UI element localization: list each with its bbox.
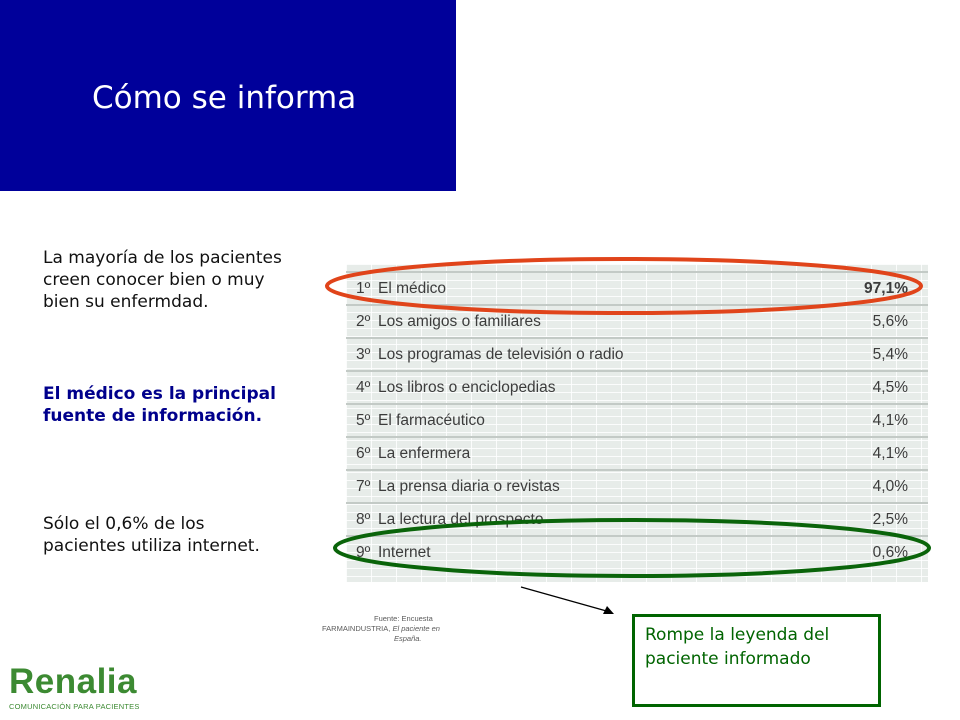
callout-box: Rompe la leyenda del paciente informado (632, 614, 881, 707)
row-rank: 7º (356, 478, 371, 495)
row-label: La prensa diaria o revistas (378, 478, 560, 495)
row-value: 4,5% (872, 379, 908, 396)
row-value: 5,6% (872, 313, 908, 330)
row-value: 4,1% (872, 445, 908, 462)
source-line-2 (322, 624, 462, 634)
row-value: 0,6% (872, 544, 908, 561)
information-sources-table (346, 264, 928, 582)
renalia-logo (9, 664, 140, 711)
row-rank: 1º (356, 280, 371, 297)
row-value: 97,1% (864, 280, 908, 297)
source-note (322, 614, 462, 644)
table-row (346, 370, 928, 403)
table-row (346, 403, 928, 436)
row-rank: 8º (356, 511, 371, 528)
row-rank: 9º (356, 544, 371, 561)
table-row (346, 337, 928, 370)
row-label: Internet (378, 544, 431, 561)
table-row (346, 436, 928, 469)
row-label: La lectura del prospecto (378, 511, 544, 528)
row-label: El farmacéutico (378, 412, 485, 429)
table-row (346, 304, 928, 337)
callout-arrow-head (603, 606, 614, 614)
internet-usage-text: Sólo el 0,6% de los pacientes utiliza internet. (43, 514, 260, 556)
logo-wordmark: Renalia (9, 662, 137, 701)
row-rank: 6º (356, 445, 371, 462)
source-line-1: Fuente: Encuesta (374, 614, 433, 623)
table-row (346, 535, 928, 568)
row-label: Los libros o enciclopedias (378, 379, 556, 396)
table-row (346, 502, 928, 535)
source-publisher: FARMAINDUSTRIA, (322, 624, 393, 633)
doctor-main-source-text: El médico es la principal fuente de información. (43, 384, 276, 426)
row-label: La enfermera (378, 445, 471, 462)
logo-tagline: COMUNICACIÓN PARA PACIENTES (9, 702, 140, 711)
row-label: El médico (378, 280, 447, 297)
page-title: Cómo se informa (92, 80, 357, 116)
row-value: 4,0% (872, 478, 908, 495)
row-rank: 3º (356, 346, 371, 363)
row-rank: 5º (356, 412, 371, 429)
callout-arrow-line (521, 587, 610, 612)
table-row (346, 271, 928, 304)
table-row (346, 469, 928, 502)
title-banner (0, 0, 456, 191)
source-publication: El paciente en (392, 624, 440, 633)
row-label: Los amigos o familiares (378, 313, 541, 330)
row-value: 5,4% (872, 346, 908, 363)
row-value: 4,1% (872, 412, 908, 429)
source-line-3: España. (394, 634, 422, 643)
patients-knowledge-text: La mayoría de los pacientes creen conocer bien o muy bien su enfermdad. (43, 248, 282, 312)
row-rank: 2º (356, 313, 371, 330)
row-label: Los programas de televisión o radio (378, 346, 624, 363)
row-value: 2,5% (872, 511, 908, 528)
row-rank: 4º (356, 379, 371, 396)
